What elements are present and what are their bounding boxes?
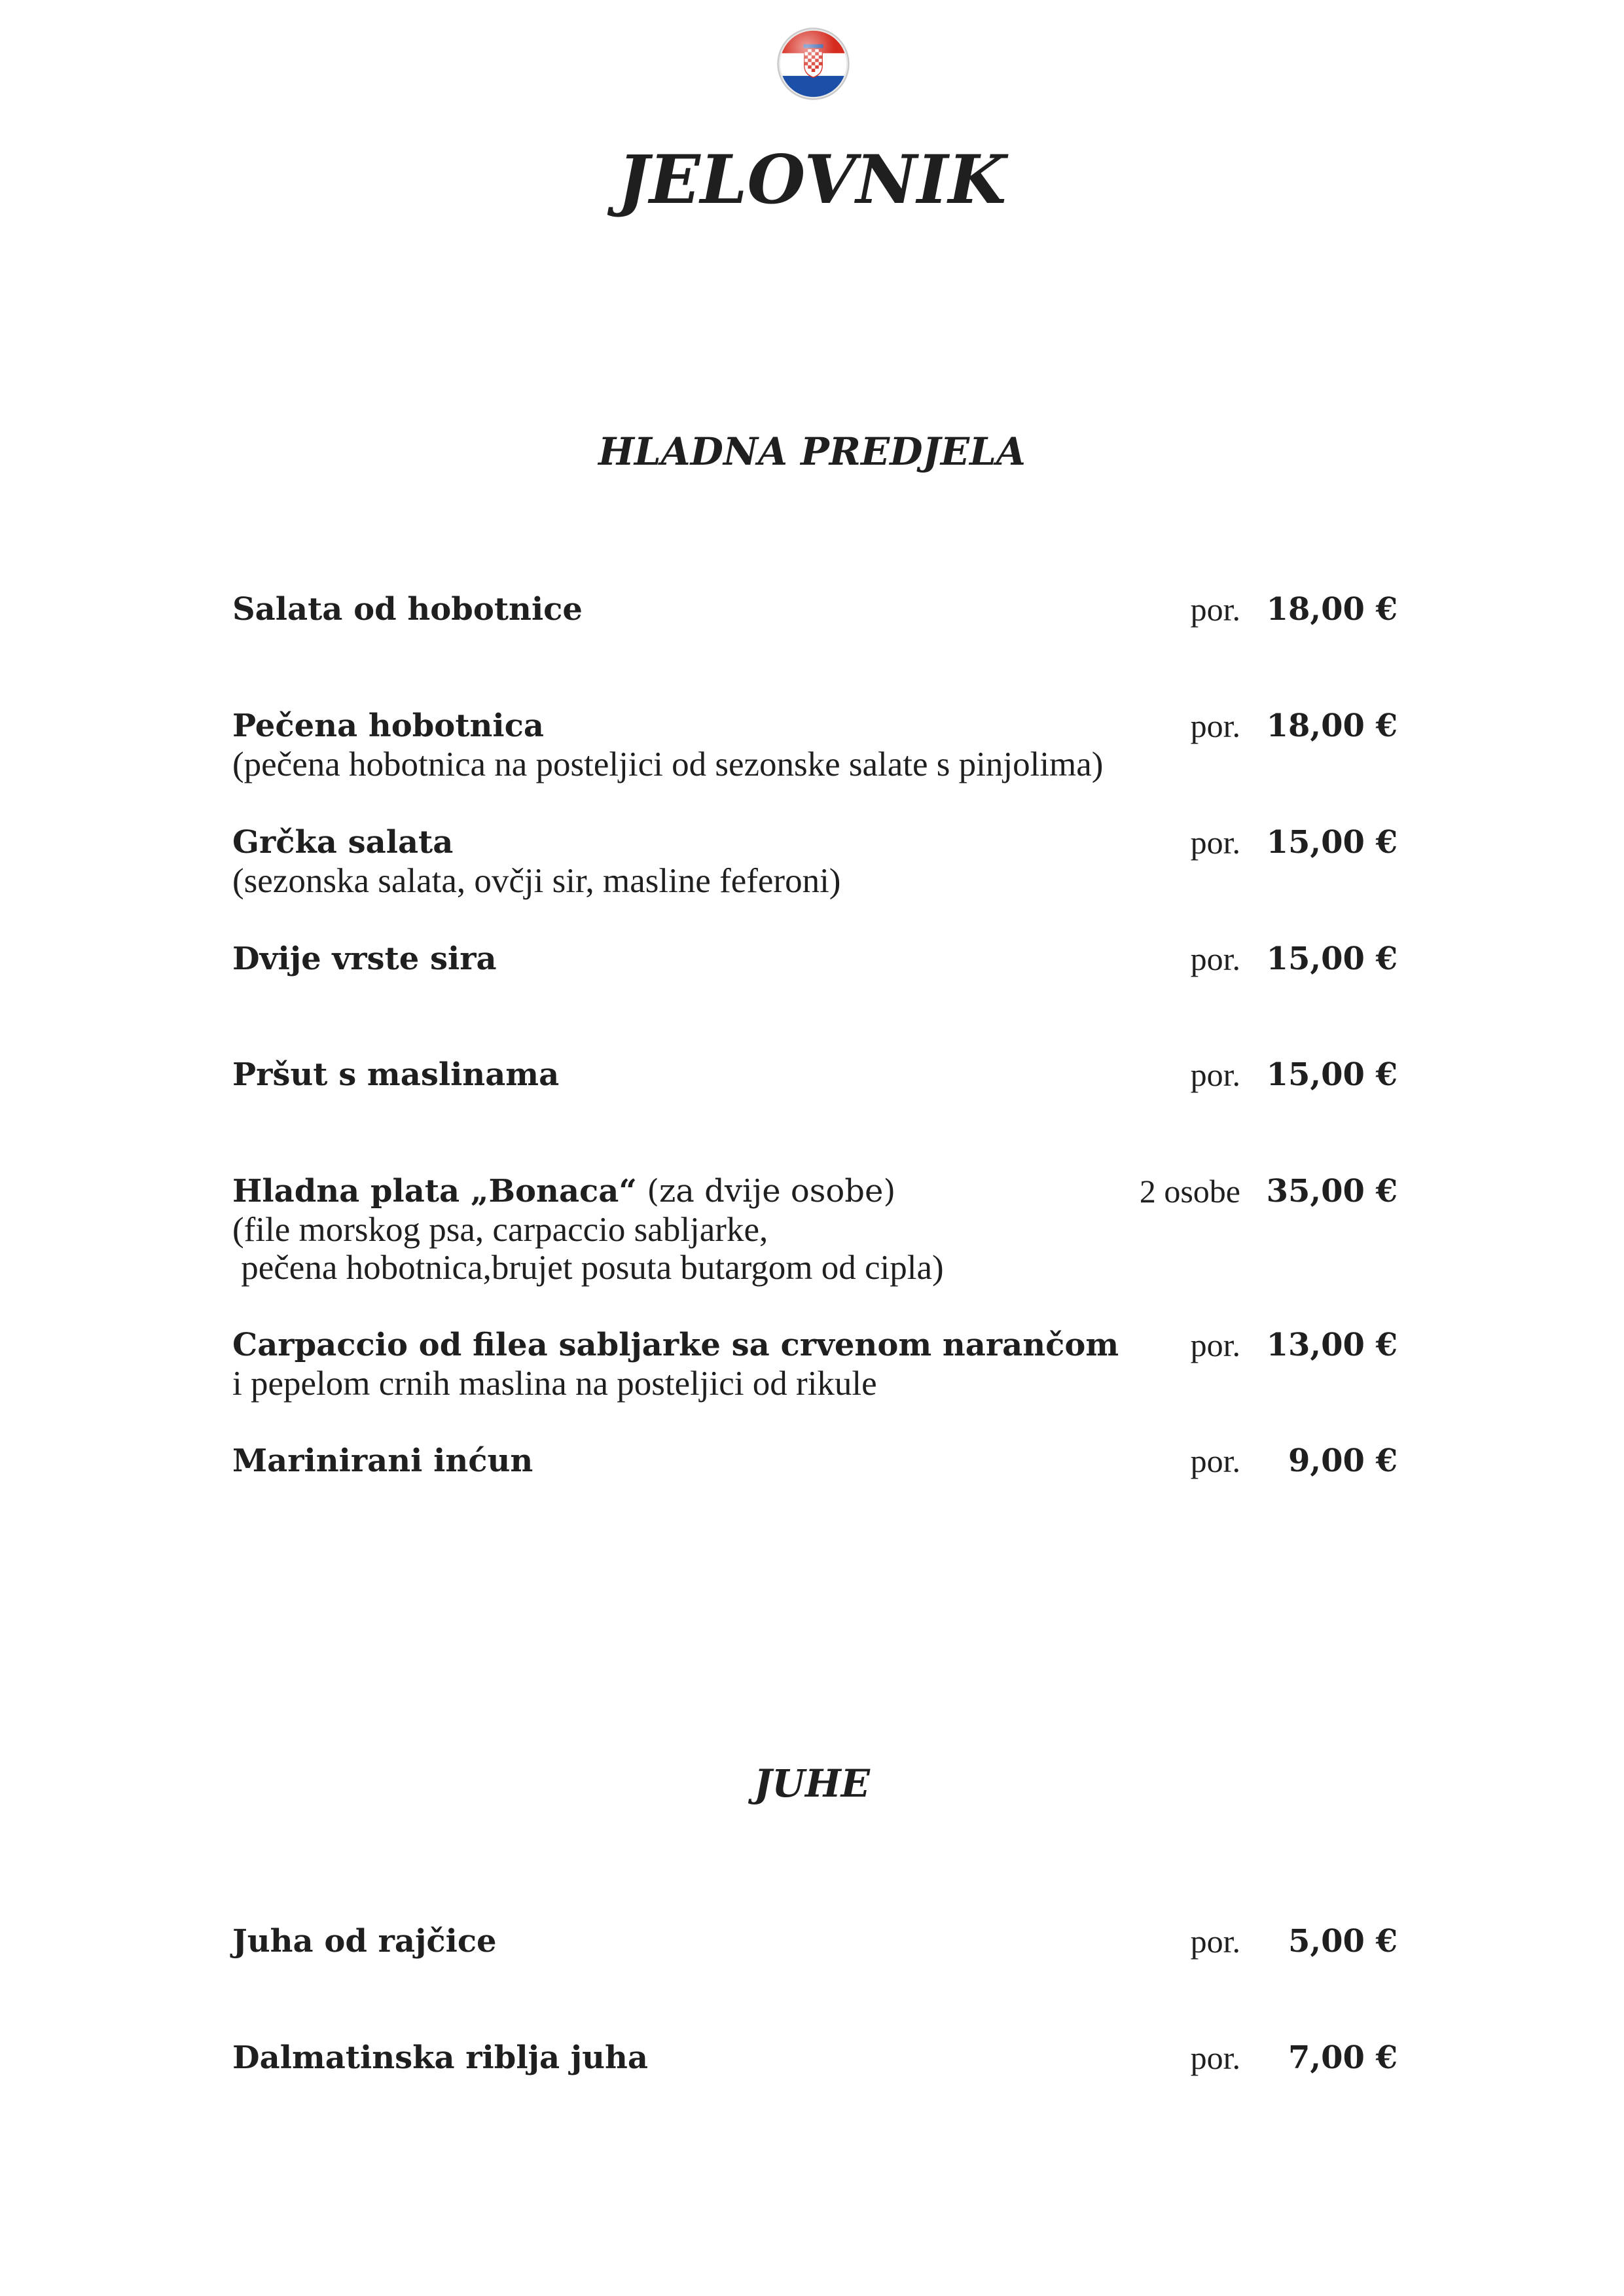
item-description: (sezonska salata, ovčji sir, masline feferoni) <box>232 862 841 900</box>
item-unit: por. <box>1190 591 1240 628</box>
item-price: 7,00 € <box>1288 2039 1398 2076</box>
item-name: Carpaccio od filea sabljarke sa crvenom narančom <box>232 1327 1119 1363</box>
item-description: pečena hobotnica,brujet posuta butargom od cipla) <box>232 1249 944 1287</box>
item-description: (file morskog psa, carpaccio sabljarke, <box>232 1211 768 1249</box>
menu-item <box>232 1172 1398 1287</box>
item-description: i pepelom crnih maslina na posteljici od rikule <box>232 1365 877 1403</box>
item-price: 15,00 € <box>1266 941 1398 977</box>
item-price: 5,00 € <box>1288 1923 1398 1960</box>
item-name: Salata od hobotnice <box>232 591 583 628</box>
item-name: Juha od rajčice <box>232 1923 497 1960</box>
item-unit: 2 osobe <box>1139 1173 1240 1210</box>
item-name <box>232 1172 895 1211</box>
item-price: 18,00 € <box>1266 591 1398 628</box>
item-name: Marinirani inćun <box>232 1443 533 1479</box>
menu-item <box>232 1441 1398 1480</box>
item-unit: por. <box>1190 1923 1240 1960</box>
item-name-text: Hladna plata „Bonaca“ <box>232 1173 637 1210</box>
item-name: Pečena hobotnica <box>232 708 544 744</box>
item-unit: por. <box>1190 2039 1240 2076</box>
menu-item <box>232 823 1398 900</box>
menu-item <box>232 1325 1398 1403</box>
item-price: 13,00 € <box>1266 1327 1398 1363</box>
menu-item <box>232 1922 1398 1961</box>
item-note: (za dvije osobe) <box>636 1173 896 1210</box>
item-name: Dalmatinska riblja juha <box>232 2039 649 2076</box>
section-title-juhe: JUHE <box>753 1761 871 1806</box>
item-price: 15,00 € <box>1266 1056 1398 1093</box>
item-price: 9,00 € <box>1288 1443 1398 1479</box>
menu-item <box>232 2038 1398 2077</box>
item-unit: por. <box>1190 1327 1240 1363</box>
item-price: 15,00 € <box>1266 824 1398 861</box>
menu-title: JELOVNIK <box>617 141 1007 219</box>
item-unit: por. <box>1190 708 1240 744</box>
item-name: Pršut s maslinama <box>232 1056 560 1093</box>
section-title-hladna-predjela: HLADNA PREDJELA <box>598 429 1026 474</box>
menu-item <box>232 590 1398 629</box>
menu-item <box>232 706 1398 783</box>
item-unit: por. <box>1190 941 1240 977</box>
item-price: 18,00 € <box>1266 708 1398 744</box>
item-name: Grčka salata <box>232 824 454 861</box>
item-name: Dvije vrste sira <box>232 941 497 977</box>
menu-item <box>232 939 1398 978</box>
item-description: (pečena hobotnica na posteljici od sezonske salate s pinjolima) <box>232 745 1104 783</box>
item-unit: por. <box>1190 1056 1240 1093</box>
item-unit: por. <box>1190 1443 1240 1479</box>
item-unit: por. <box>1190 824 1240 861</box>
item-price: 35,00 € <box>1266 1173 1398 1210</box>
croatian-flag-icon <box>776 26 851 101</box>
menu-item <box>232 1055 1398 1094</box>
